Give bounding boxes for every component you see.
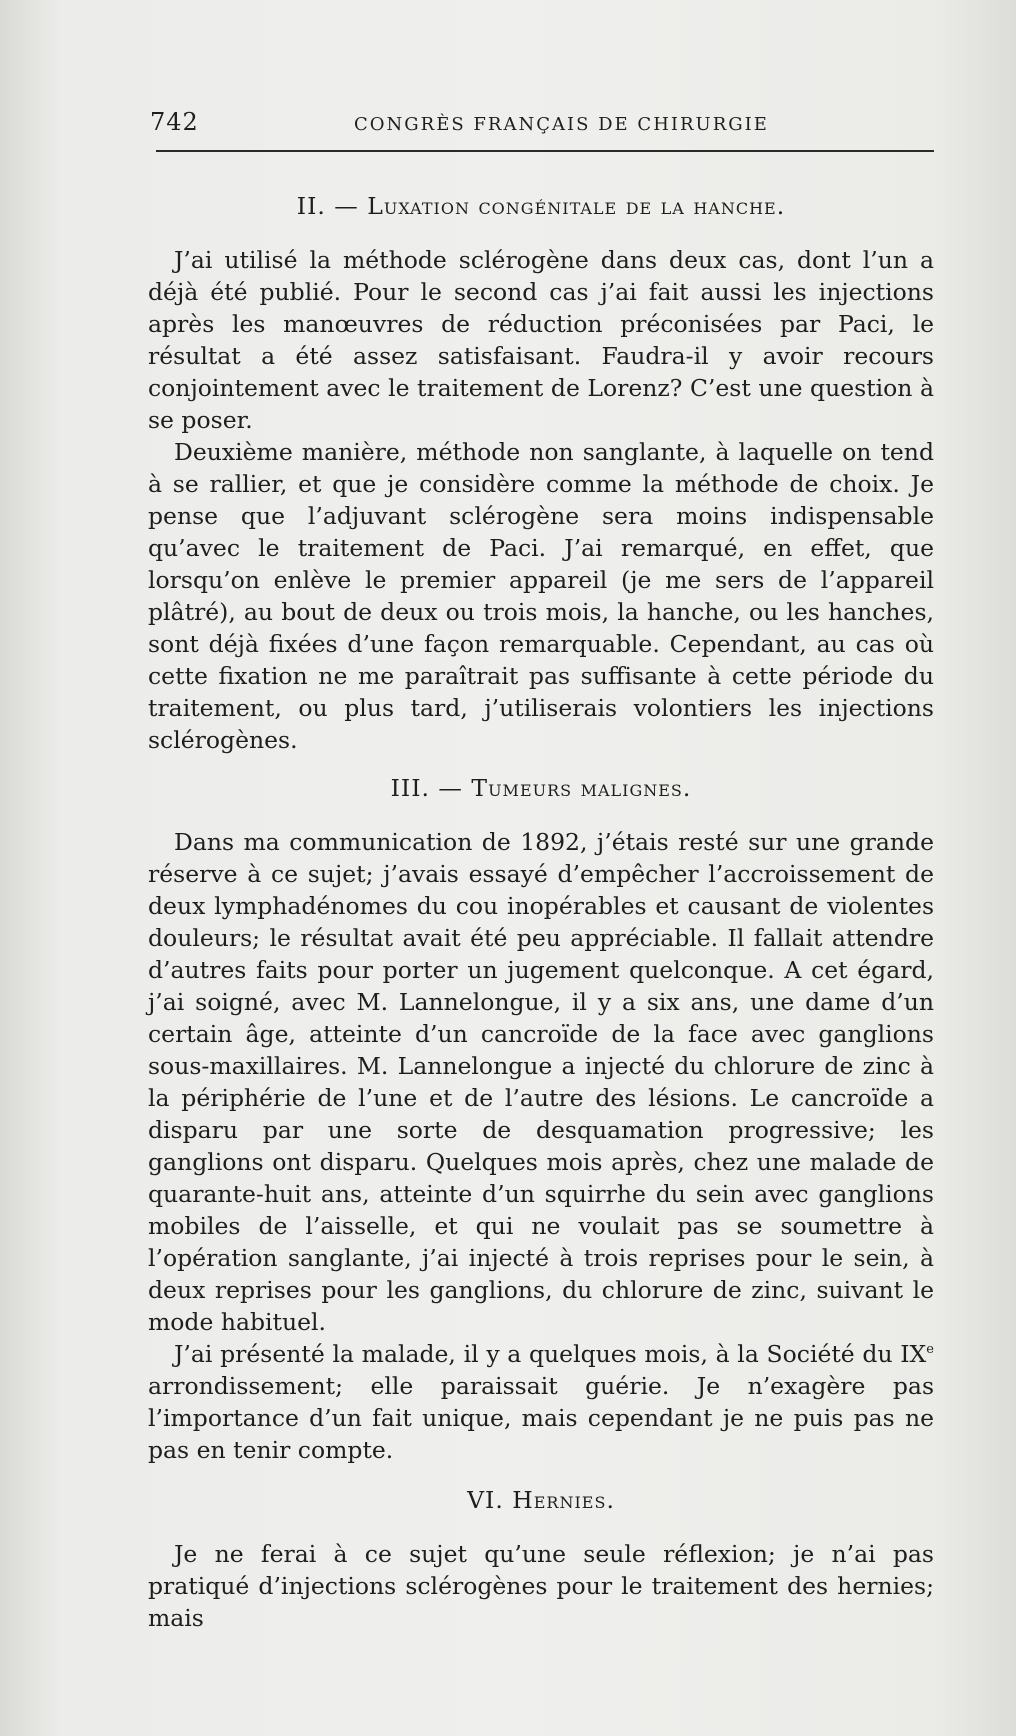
section-title-hernies: VI. Hernies. — [467, 1486, 615, 1514]
paragraph-text: importance d’un fait unique, mais cependant je ne puis pas ne pas en tenir compte. — [148, 1404, 934, 1464]
header-rule — [156, 150, 934, 152]
paragraph — [148, 1338, 934, 1466]
paragraph-text: J’ai présenté la malade, il y a quelques mois, à la Société du IX — [174, 1340, 927, 1368]
page-number: 742 — [150, 108, 199, 136]
superscript: e — [926, 1342, 934, 1358]
paragraph-text: arrondissement; elle paraissait guérie. Je n’exagère pas l’ — [148, 1372, 934, 1432]
section-title-tumeurs: III. — Tumeurs malignes. — [390, 774, 692, 802]
paragraph: J’ai utilisé la méthode sclérogène dans deux cas, dont l’un a déjà été publié. Pour le second cas j’ai fait aussi les injections après les manœuvres de réduction préconisées par Paci, le résultat a été assez satisfaisant. Faudra-il y avoir recours conjointement avec le traitement de Lorenz? C’est une question à se poser. — [148, 246, 934, 434]
body-text — [148, 190, 934, 1634]
section-title-luxation: II. — Luxation congénitale de la hanche. — [296, 192, 786, 220]
page-header — [150, 108, 930, 144]
paragraph: Je ne ferai à ce sujet qu’une seule réflexion; je n’ai pas pratiqué d’injections sclérogènes pour le traitement des hernies; mais — [148, 1540, 934, 1632]
running-title: CONGRÈS FRANÇAIS DE CHIRURGIE — [354, 114, 769, 135]
paragraph: Dans ma communication de 1892, j’étais resté sur une grande réserve à ce sujet; j’avais essayé d’empêcher l’accroissement de deux lymphadénomes du cou inopérables et causant de violentes douleurs; le résultat avait été peu appréciable. Il fallait attendre d’autres faits pour porter un jugement quelconque. A cet égard, j’ai soigné, avec M. Lannelongue, il y a six ans, une dame d’un certain âge, atteinte d’un cancroïde de la face avec ganglions sous-maxillaires. M. Lannelongue a injecté du chlorure de zinc à la périphérie de l’une et de l’autre des lésions. Le cancroïde a disparu par une sorte de desquamation progressive; les ganglions ont disparu. Quelques mois après, chez une malade de quarante-huit ans, atteinte d’un squirrhe du sein avec ganglions mobiles de l’aisselle, et qui ne voulait pas se soumettre à l’opération sanglante, j’ai injecté à trois reprises pour le sein, à deux reprises pour les ganglions, du chlorure de zinc, suivant le mode habituel. — [148, 828, 934, 1336]
paragraph: Deuxième manière, méthode non sanglante, à laquelle on tend à se rallier, et que je considère comme la méthode de choix. Je pense que l’adjuvant sclérogène sera moins indispensable qu’avec le traitement de Paci. J’ai remarqué, en effet, que lorsqu’on enlève le premier appareil (je me sers de l’appareil plâtré), au bout de deux ou trois mois, la hanche, ou les hanches, sont déjà fixées d’une façon remarquable. Cependant, au cas où cette fixation ne me paraîtrait pas suffisante à cette période du traitement, ou plus tard, j’utiliserais volontiers les injections sclérogènes. — [148, 438, 934, 754]
